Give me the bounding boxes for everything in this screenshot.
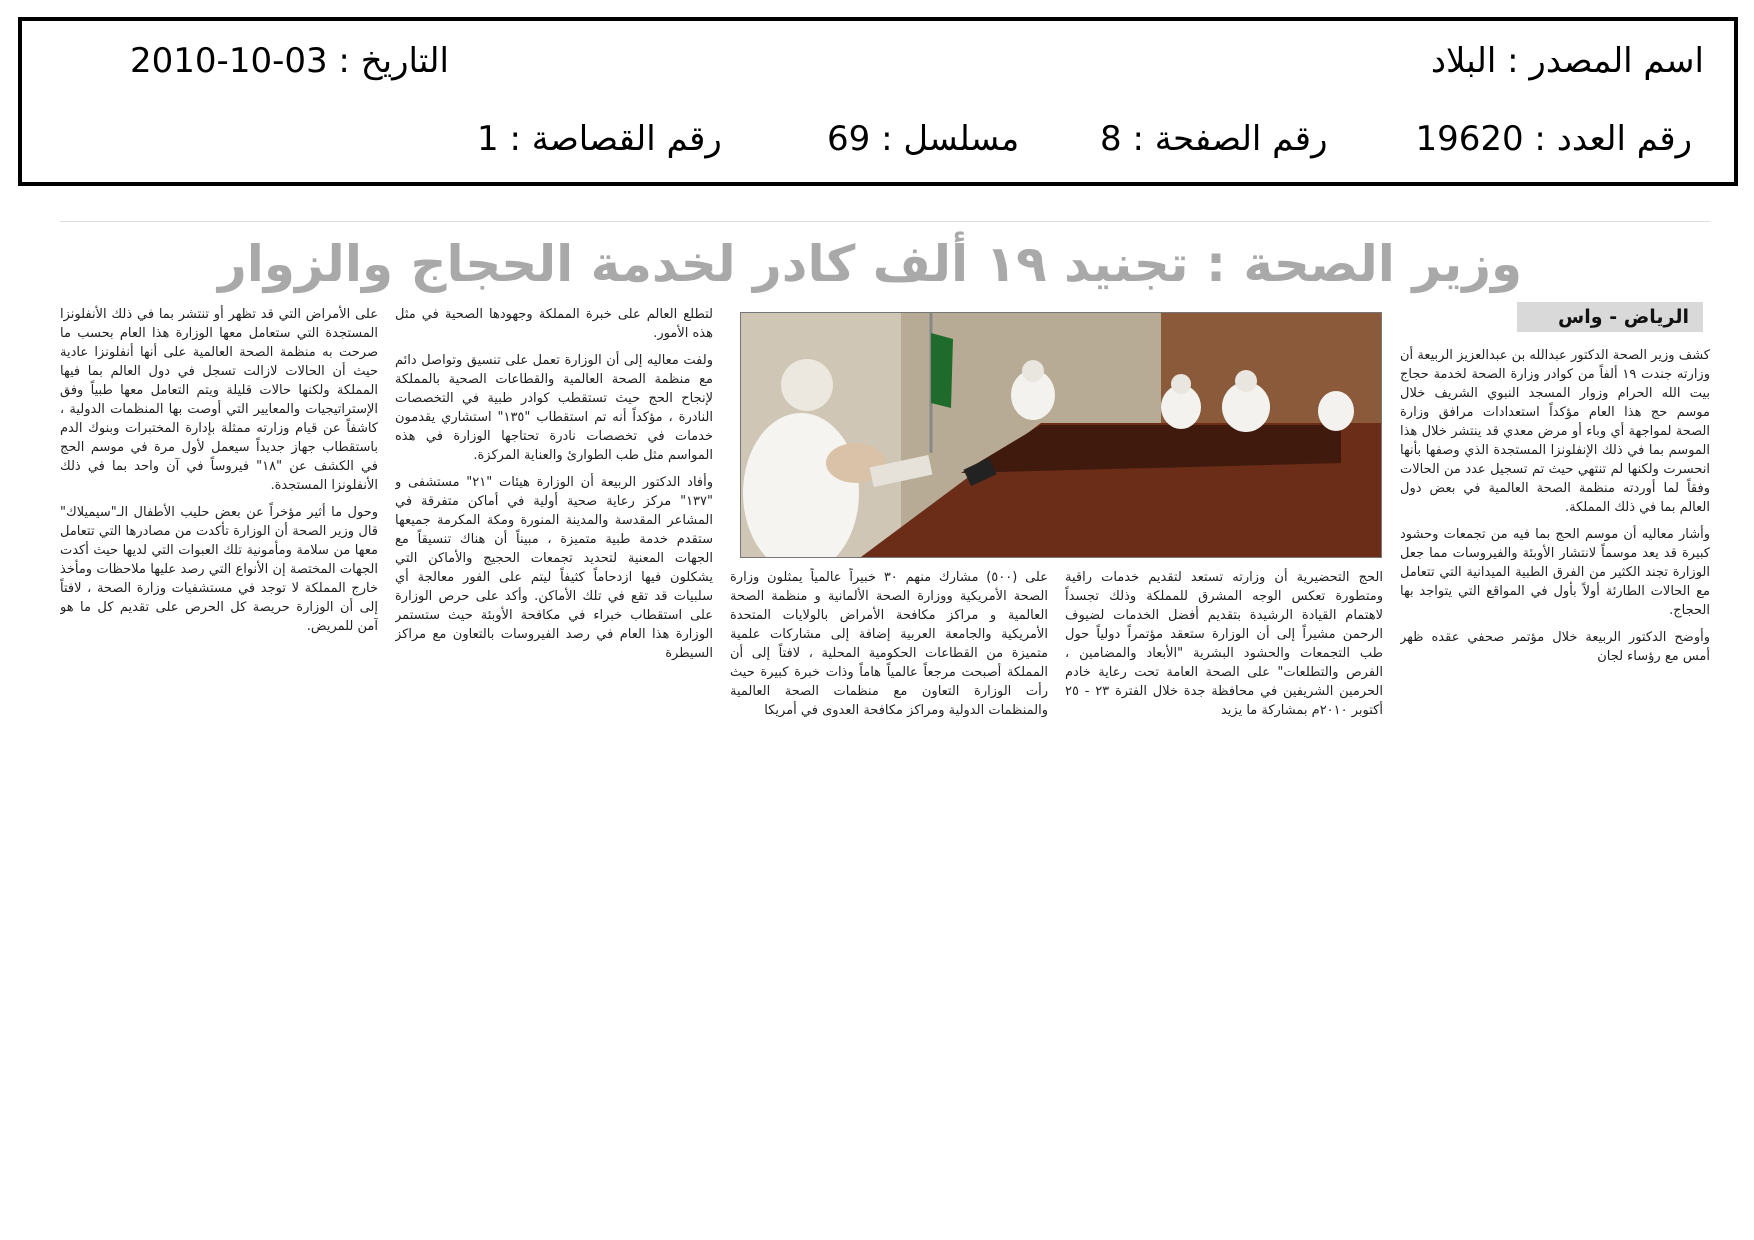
paragraph: وأشار معاليه أن موسم الحج بما فيه من تجمعات وحشود كبيرة قد يعد موسماً لانتشار الأوبئة والفيروسات مما جعل الوزارة تجند الكثير من الفرق الطبية الميدانية التي تتعامل مع الحالات الطارئة أولاً بأول في المواقع التي يتواجد بها الحجاج.	[1400, 527, 1710, 618]
attendee	[1318, 391, 1354, 431]
clip-number: رقم القصاصة : 1	[477, 119, 722, 159]
meeting-photo	[740, 312, 1382, 558]
flag	[931, 333, 953, 408]
attendee-head	[1235, 370, 1257, 392]
paragraph: وحول ما أثير مؤخراً عن بعض حليب الأطفال الـ"سيميلاك" قال وزير الصحة أن الوزارة تأكدت من مصادرها التي تتعامل معها من سلامة ومأمونية تلك العبوات التي لديها حيث أكدت الجهات المختصة إن الأنواع التي رصد عليها ملاحظات ومأخذ خارج المملكة لا توجد في مستشفيات وزارة الصحة ، لافتاً إلى أن الوزارة حريصة كل الحرص على تقديم كل ما هو آمن للمريض.	[60, 505, 378, 634]
top-rule	[60, 221, 1710, 222]
paragraph: كشف وزير الصحة الدكتور عبدالله بن عبدالعزيز الربيعة أن وزارته جندت ١٩ ألفاً من كوادر وزارة الصحة لخدمة حجاج بيت الله الحرام وزوار المسجد النبوي الشريف خلال موسم حج هذا العام مؤكداً استعدادات مرافق وزارة الصحة لمواجهة أي وباء أو مرض معدي قد ينتشر خلال هذا الموسم بما في ذلك الإنفلونزا المستجدة الذي وصفها بأنها انحسرت ولكنها لم تنتهي حيث تم تسجيل عدد من الحالات وفقاً لما أوردته منظمة الصحة العالمية في بعض دول العالم بما في ذلك المملكة.	[1400, 348, 1710, 515]
meeting-photo-illustration	[741, 313, 1381, 557]
paragraph: وأفاد الدكتور الربيعة أن الوزارة هيئات "٢١" مستشفى و "١٣٧" مركز رعاية صحية أولية في أماكن متفرقة في المشاعر المقدسة والمدينة المنورة ومكة المكرمة جميعها ستقدم خدمة طبية متميزة ، مبيناً أن هناك تنسيقاً مع الجهات المعنية لتحديد تجمعات الحجيج والأماكن التي يشكلون فيها ازدحاماً كثيفاً ليتم على الفور معالجة أي سلبيات قد تقع في تلك الأماكن. وأكد على حرص الوزارة على استقطاب خبراء في مكافحة الأوبئة حيث ستستمر الوزارة هذا العام في رصد الفيروسات بالتعاون مع مراكز السيطرة	[395, 475, 713, 661]
serial-number: مسلسل : 69	[827, 119, 1020, 159]
issue-number: رقم العدد : 19620	[1415, 119, 1692, 159]
source-name: اسم المصدر : البلاد	[1430, 41, 1704, 81]
paragraph: ولفت معاليه إلى أن الوزارة تعمل على تنسيق وتواصل دائم مع منظمة الصحة العالمية والقطاعات الصحية بالمملكة لإنجاح الحج حيث تستقطب كوادر طبية في التخصصات النادرة ، مؤكداً أنه تم استقطاب "١٣٥" استشاري يقدمون خدمات في تخصصات نادرة تحتاجها الوزارة في هذه المواسم مثل طب الطوارئ والعناية المركزة.	[395, 353, 713, 463]
clipping-date: التاريخ : 03-10-2010	[130, 41, 449, 81]
attendee-foreground-head	[781, 359, 833, 411]
dateline: الرياض - واس	[1517, 302, 1703, 332]
article-column-2: الحج التحضيرية أن وزارته تستعد لتقديم خدمات راقية ومتطورة تعكس الوجه المشرق للمملكة وذلك تجسداً لاهتمام القيادة الرشيدة بتقديم أفضل الخدمات لضيوف الرحمن مشيراً إلى أن الوزارة ستعقد مؤتمراً دولياً حول طب التجمعات والحشود البشرية "الأبعاد والمضامين ، الفرص والتطلعات" على الصحة العامة تحت رعاية خادم الحرمين الشريفين في محافظة جدة خلال الفترة ٢٣ - ٢٥ أكتوبر ٢٠١٠م بمشاركة ما يزيد	[1065, 570, 1383, 718]
page-number: رقم الصفحة : 8	[1100, 119, 1328, 159]
attendee-head	[1022, 360, 1044, 382]
paragraph: وأوضح الدكتور الربيعة خلال مؤتمر صحفي عقده ظهر أمس مع رؤساء لجان	[1400, 630, 1710, 664]
article-headline: وزير الصحة : تجنيد ١٩ ألف كادر لخدمة الحجاج والزوار	[217, 235, 1523, 293]
clipping-header	[18, 17, 1738, 186]
article-column-4	[395, 305, 713, 775]
article-column-5	[60, 305, 378, 775]
article-column-1	[1400, 346, 1710, 774]
attendee-head	[1171, 374, 1191, 394]
paragraph: لتطلع العالم على خبرة المملكة وجهودها الصحية في مثل هذه الأمور.	[395, 307, 713, 341]
paragraph: على الأمراض التي قد تظهر أو تنتشر بما في ذلك الأنفلونزا المستجدة التي ستعامل معها الوزارة هذا العام بحسب ما صرحت به منظمة الصحة العالمية على أنها أنفلونزا عادية حيث أن الحالات لازالت تسجل في دول العالم بما فيها المملكة ولكنها حالات قليلة ويتم التعامل معها طبياً وفق الإستراتيجيات والمعايير التي أوصت بها المنظمات الدولية ، كاشفاً عن قيام وزارته ممثلة بإدارة المختبرات وبنوك الدم باستقطاب جهاز جديداً سيعمل لأول مرة في موسم الحج في الكشف عن "١٨" فيروساً في آن واحد بما في ذلك الأنفلونزا المستجدة.	[60, 307, 378, 493]
article-column-3: على (٥٠٠) مشارك منهم ٣٠ خبيراً عالمياً يمثلون وزارة الصحة الأمريكية ووزارة الصحة الألمانية و منظمة الصحة العالمية و مراكز مكافحة الأمراض بالولايات المتحدة الأمريكية والجامعة العربية إضافة إلى مشاركات علمية متميزة من القطاعات الحكومية المحلية ، لافتاً إلى أن المملكة أصبحت مرجعاً عالمياً هاماً وذات خبرة كبيرة حيث رأت الوزارة التعاون مع منظمات الصحة العالمية والمنظمات الدولية ومراكز مكافحة العدوى في أمريكا	[730, 570, 1048, 718]
